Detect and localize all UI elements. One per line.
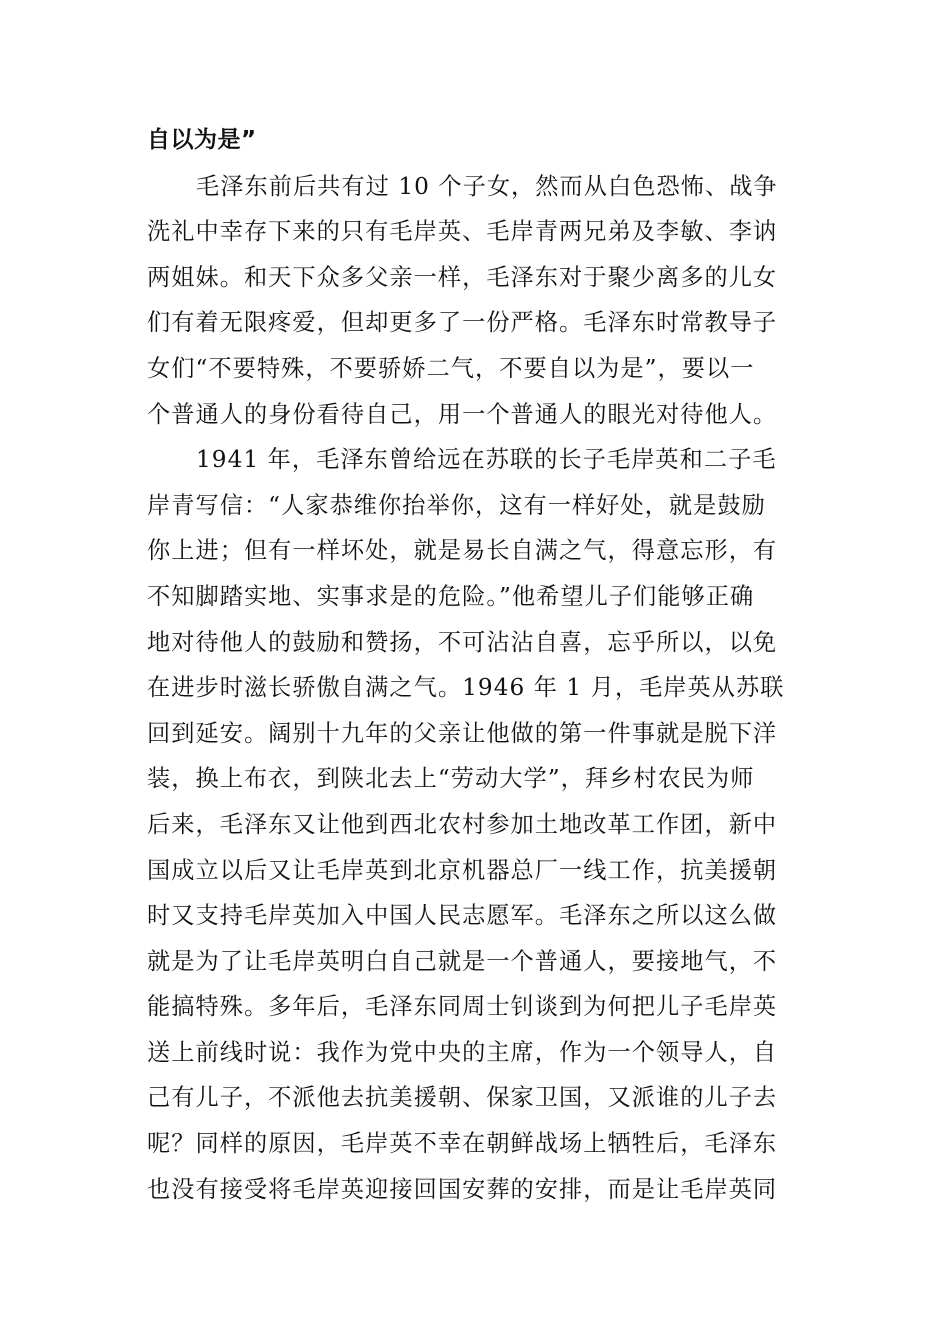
- paragraph-2-line-6: 在进步时滋长骄傲自满之气。1946 年 1 月，毛岸英从苏联: [147, 674, 785, 702]
- paragraph-1-line-2: 洗礼中幸存下来的只有毛岸英、毛岸青两兄弟及李敏、李讷: [147, 218, 778, 246]
- paragraph-2-line-15: 己有儿子，不派他去抗美援朝、保家卫国，又派谁的儿子去: [147, 1084, 778, 1112]
- paragraph-2-line-12: 就是为了让毛岸英明白自己就是一个普通人，要接地气，不: [147, 947, 778, 975]
- document-body: [147, 118, 809, 1212]
- paragraph-2-line-8: 装，换上布衣，到陕北去上“劳动大学”，拜乡村农民为师: [147, 765, 755, 793]
- paragraph-2-line-17: 也没有接受将毛岸英迎接回国安葬的安排，而是让毛岸英同: [147, 1175, 778, 1203]
- paragraph-2-line-7: 回到延安。阔别十九年的父亲让他做的第一件事就是脱下洋: [147, 719, 778, 747]
- paragraph-1-line-3: 两姐妹。和天下众多父亲一样，毛泽东对于聚少离多的儿女: [147, 263, 778, 291]
- paragraph-2-line-14: 送上前线时说：我作为党中央的主席，作为一个领导人，自: [147, 1038, 778, 1066]
- paragraph-1-line-4: 们有着无限疼爱，但却更多了一份严格。毛泽东时常教导子: [147, 309, 778, 337]
- section-heading-tail: 自以为是”: [147, 127, 257, 153]
- paragraph-2-line-13: 能搞特殊。多年后，毛泽东同周士钊谈到为何把儿子毛岸英: [147, 993, 778, 1021]
- paragraph-2-line-9: 后来，毛泽东又让他到西北农村参加土地改革工作团，新中: [147, 810, 778, 838]
- paragraph-2-line-16: 呢？同样的原因，毛岸英不幸在朝鲜战场上牺牲后，毛泽东: [147, 1130, 778, 1158]
- paragraph-1-line-6: 个普通人的身份看待自己，用一个普通人的眼光对待他人。: [147, 400, 778, 428]
- paragraph-2-line-2: 岸青写信：“人家恭维你抬举你，这有一样好处，就是鼓励: [147, 491, 766, 519]
- paragraph-1-line-1: 毛泽东前后共有过 10 个子女，然而从白色恐怖、战争: [196, 172, 778, 200]
- paragraph-2-line-5: 地对待他人的鼓励和赞扬，不可沾沾自喜，忘乎所以，以免: [147, 628, 778, 656]
- paragraph-2-line-3: 你上进；但有一样坏处，就是易长自满之气，得意忘形，有: [147, 537, 778, 565]
- paragraph-2-line-1: 1941 年，毛泽东曾给远在苏联的长子毛岸英和二子毛: [196, 446, 777, 474]
- paragraph-2-line-10: 国成立以后又让毛岸英到北京机器总厂一线工作，抗美援朝: [147, 856, 778, 884]
- paragraph-2-line-4: 不知脚踏实地、实事求是的危险。”他希望儿子们能够正确: [147, 582, 755, 610]
- paragraph-2-line-11: 时又支持毛岸英加入中国人民志愿军。毛泽东之所以这么做: [147, 902, 778, 930]
- paragraph-1-line-5: 女们“不要特殊，不要骄娇二气，不要自以为是”，要以一: [147, 354, 755, 382]
